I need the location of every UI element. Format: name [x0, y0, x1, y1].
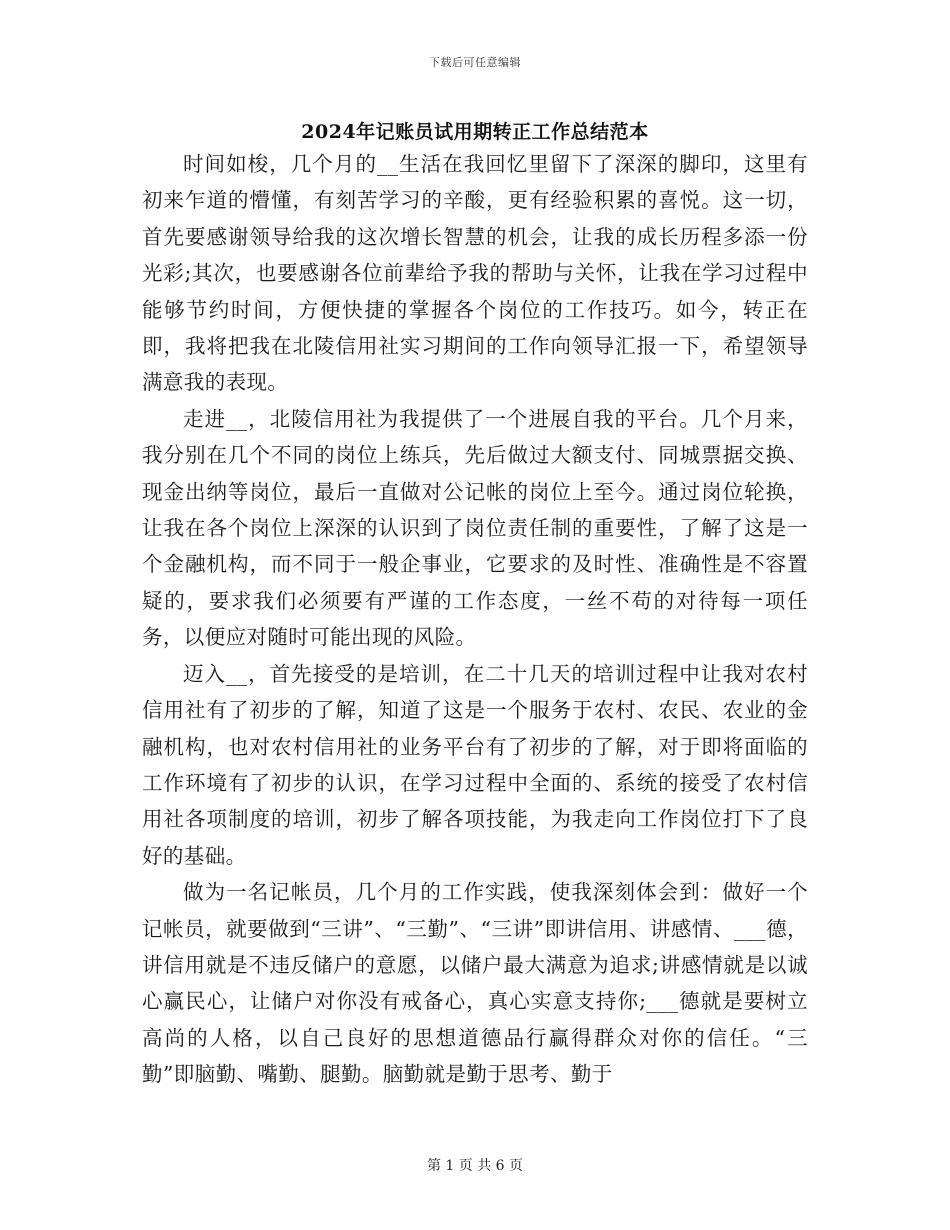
body-paragraph: 迈入__，首先接受的是培训，在二十几天的培训过程中让我对农村信用社有了初步的了解，知道了这是一个服务于农村、农民、农业的金融机构，也对农村信用社的业务平台有了初步的了解，对于即将面临的工作环境有了初步的认识，在学习过程中全面的、系统的接受了农村信用社各项制度的培训，初步了解各项技能，为我走向工作岗位打下了良好的基础。	[142, 661, 808, 868]
body-paragraph: 走进__，北陵信用社为我提供了一个进展自我的平台。几个月来，我分别在几个不同的岗位上练兵，先后做过大额支付、同城票据交换、现金出纳等岗位，最后一直做对公记帐的岗位上至今。通过岗位轮换，让我在各个岗位上深深的认识到了岗位责任制的重要性，了解了这是一个金融机构，而不同于一般企事业，它要求的及时性、准确性是不容置疑的，要求我们必须要有严谨的工作态度，一丝不苟的对待每一项任务，以便应对随时可能出现的风险。	[142, 406, 808, 650]
document-body	[142, 146, 808, 1093]
page-indicator: 第 1 页 共 6 页	[426, 1158, 524, 1174]
body-paragraph: 时间如梭，几个月的__生活在我回忆里留下了深深的脚印，这里有初来乍道的懵懂，有刻苦学习的辛酸，更有经验积累的喜悦。这一切，首先要感谢领导给我的这次增长智慧的机会，让我的成长历程多添一份光彩;其次，也要感谢各位前辈给予我的帮助与关怀，让我在学习过程中能够节约时间，方便快捷的掌握各个岗位的工作技巧。如今，转正在即，我将把我在北陵信用社实习期间的工作向领导汇报一下，希望领导满意我的表现。	[142, 152, 808, 395]
body-paragraph: 做为一名记帐员，几个月的工作实践，使我深刻体会到：做好一个记帐员，就要做到“三讲”、“三勤”、“三讲”即讲信用、讲感情、___德，讲信用就是不违反储户的意愿，以储户最大满意为追求;讲感情就是以诚心赢民心，让储户对你没有戒备心，真心实意支持你;___德就是要树立高尚的人格，以自己良好的思想道德品行赢得群众对你的信任。“三勤”即脑勤、嘴勤、腿勤。脑勤就是勤于思考、勤于	[142, 880, 808, 1087]
editable-note: 下载后可任意编辑	[429, 56, 521, 69]
document-title: 2024年记账员试用期转正工作总结范本	[301, 121, 649, 143]
